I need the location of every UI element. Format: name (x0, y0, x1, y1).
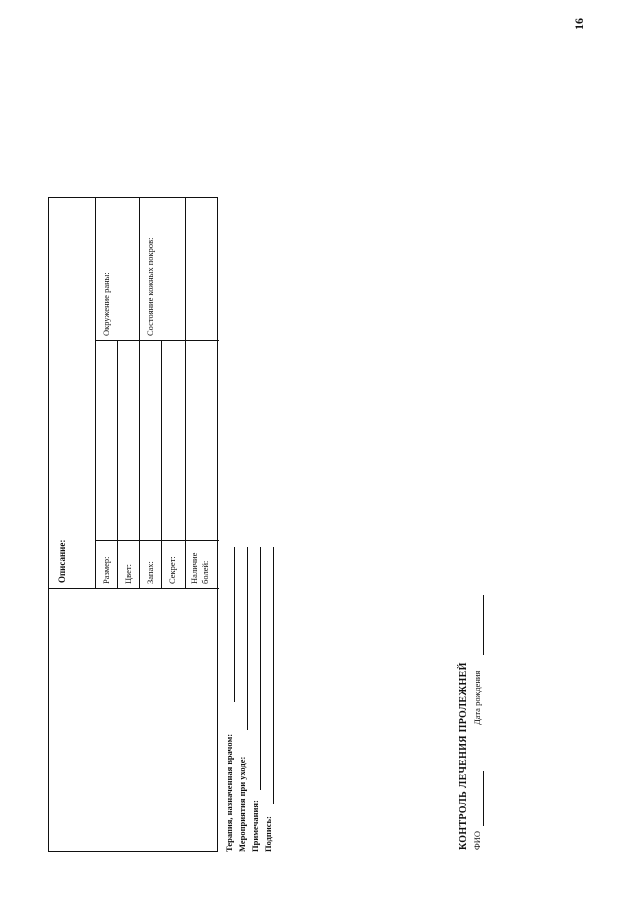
form-table (48, 197, 218, 852)
name-label: ФИО (472, 831, 482, 850)
wound-assessment-form (48, 197, 273, 852)
size-label: Размер: (101, 556, 111, 584)
wound-surroundings-label: Окружение раны: (101, 272, 111, 336)
signature-line (273, 547, 274, 804)
care-line (247, 547, 248, 730)
color-label: Цвет: (123, 564, 133, 584)
right-section-divider (95, 340, 219, 341)
row-divider-2 (139, 197, 140, 589)
secretion-label: Секрет: (167, 556, 177, 584)
page-number: 16 (572, 18, 586, 30)
pain-label-line2: болей: (200, 560, 210, 584)
footer-fields (472, 590, 486, 850)
therapy-line-label: Терапия, назначенная врачом: (224, 733, 234, 852)
care-line-label: Мероприятия при уходе: (237, 756, 247, 852)
notes-line (260, 547, 261, 790)
dob-label: Дата рождения (472, 670, 482, 725)
signature-line-label: Подпись: (263, 816, 273, 852)
footer-title: КОНТРОЛЬ ЛЕЧЕНИЯ ПРОЛЕЖНЕЙ (458, 662, 469, 850)
image-column-divider (49, 588, 219, 589)
dob-underline (483, 595, 484, 655)
description-label: Описание: (57, 539, 67, 583)
smell-label: Запах: (145, 561, 155, 584)
row-divider-4 (185, 197, 186, 589)
name-underline (483, 771, 484, 826)
notes-line-label: Примечания: (250, 800, 260, 852)
footer-section (458, 590, 498, 850)
row-divider-1 (117, 341, 118, 589)
header-divider (95, 197, 96, 589)
row-divider-3 (161, 341, 162, 589)
therapy-line (234, 547, 235, 702)
pain-label-line1: Наличие (189, 552, 199, 584)
skin-condition-label: Состояние кожных покров: (145, 237, 155, 336)
treatment-notes (224, 197, 278, 852)
label-column-divider (95, 540, 219, 541)
